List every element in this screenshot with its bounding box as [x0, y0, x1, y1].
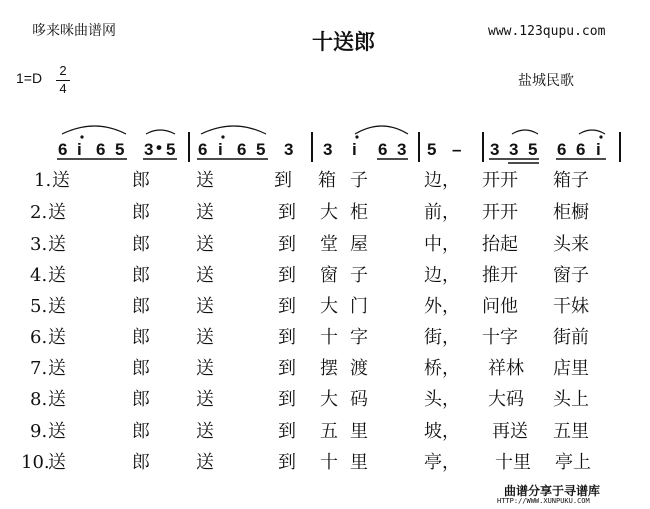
lyric-word: 头来	[553, 234, 589, 255]
verse-number: 1.	[34, 170, 52, 191]
note: 6	[557, 140, 567, 159]
lyric-word: 大	[320, 202, 338, 223]
slur-arc	[62, 126, 126, 134]
octave-dot	[221, 135, 224, 138]
verse-number: 7.	[30, 358, 48, 379]
lyric-word: 送	[196, 358, 214, 379]
note: 6	[237, 140, 247, 159]
note: 5	[115, 140, 125, 159]
lyric-word: 干妹	[553, 296, 589, 317]
lyric-word: 街，	[424, 327, 460, 348]
lyric-word: 推开	[482, 265, 518, 286]
lyric-word: 大	[320, 389, 338, 410]
lyric-word: 到	[278, 327, 296, 348]
lyric-word: 送	[196, 452, 214, 473]
lyric-word: 送	[52, 170, 70, 191]
verse-number: 2.	[30, 202, 48, 223]
lyric-word: 中，	[424, 234, 460, 255]
lyric-word: 抬起	[482, 234, 518, 255]
lyric-word: 头上	[553, 389, 589, 410]
verse-number: 9.	[30, 421, 48, 442]
note: 3	[144, 140, 154, 159]
lyric-word: 郎	[132, 358, 150, 379]
lyric-word: 大码	[488, 389, 524, 410]
lyric-word: 店里	[553, 358, 589, 379]
lyric-word: 码	[350, 389, 368, 410]
note: 3	[490, 140, 500, 159]
verse-number: 4.	[30, 265, 48, 286]
lyric-word: 郎	[132, 265, 150, 286]
lyric-word: 字	[350, 327, 368, 348]
lyric-word: 开开	[482, 170, 518, 191]
lyric-word: 送	[48, 234, 66, 255]
verse-number: 6.	[30, 327, 48, 348]
lyric-word: 送	[48, 296, 66, 317]
lyric-word: 送	[48, 389, 66, 410]
octave-dot	[80, 135, 83, 138]
lyric-word: 送	[196, 389, 214, 410]
note: 5	[427, 140, 437, 159]
footer-url[interactable]: HTTP://WWW.XUNPUKU.COM	[497, 497, 590, 505]
lyric-word: 送	[196, 296, 214, 317]
note: i	[352, 140, 357, 159]
slur-arc	[512, 130, 538, 134]
notation-staff	[0, 0, 650, 175]
note: i	[77, 140, 82, 159]
lyric-word: 五	[320, 421, 338, 442]
note: 3	[397, 140, 407, 159]
slur-arc	[355, 126, 408, 134]
octave-dot	[355, 135, 358, 138]
lyric-word: 郎	[132, 452, 150, 473]
note: 5	[166, 140, 176, 159]
lyric-word: 堂	[320, 234, 338, 255]
lyric-word: 大	[320, 296, 338, 317]
lyric-word: 渡	[350, 358, 368, 379]
lyric-word: 摆	[320, 358, 338, 379]
dot-mark: •	[156, 138, 162, 157]
note: 6	[378, 140, 388, 159]
lyric-word: 亭上	[555, 452, 591, 473]
song-origin: 盐城民歌	[518, 73, 574, 89]
site-url-right[interactable]: www.123qupu.com	[488, 24, 606, 39]
note: 5	[528, 140, 538, 159]
footer-watermark: 曲谱分享于寻谱库	[504, 484, 601, 498]
lyric-word: 送	[48, 202, 66, 223]
lyric-word: 十字	[482, 327, 518, 348]
lyric-word: 到	[278, 296, 296, 317]
lyric-word: 到	[278, 265, 296, 286]
lyric-word: 到	[278, 358, 296, 379]
note: i	[596, 140, 601, 159]
verse-number: 3.	[30, 234, 48, 255]
lyric-word: 问他	[482, 296, 518, 317]
lyric-word: 郎	[132, 202, 150, 223]
octave-dot	[599, 135, 602, 138]
lyric-word: 送	[48, 452, 66, 473]
slur-arc	[201, 126, 266, 134]
verse-number: 5.	[30, 296, 48, 317]
lyric-word: 五里	[553, 421, 589, 442]
lyric-word: 再送	[492, 421, 528, 442]
lyric-word: 送	[196, 327, 214, 348]
lyric-word: 祥林	[488, 358, 524, 379]
dash-mark: –	[452, 140, 462, 159]
lyric-word: 边，	[424, 170, 460, 191]
note: 6	[576, 140, 586, 159]
lyric-word: 到	[278, 202, 296, 223]
lyric-word: 窗	[320, 265, 338, 286]
site-name-left: 哆来咪曲谱网	[32, 23, 116, 39]
lyric-word: 开开	[482, 202, 518, 223]
lyric-word: 送	[48, 327, 66, 348]
lyric-word: 子	[350, 265, 368, 286]
lyric-word: 郎	[132, 296, 150, 317]
lyric-word: 到	[278, 452, 296, 473]
lyric-word: 郎	[132, 327, 150, 348]
note: 3	[509, 140, 519, 159]
lyric-word: 边，	[424, 265, 460, 286]
note: 6	[198, 140, 208, 159]
lyric-word: 送	[48, 358, 66, 379]
key-signature: 1=D	[16, 70, 43, 86]
time-signature-top: 2	[59, 63, 67, 78]
lyric-word: 坡，	[424, 421, 460, 442]
lyric-word: 箱	[318, 170, 336, 191]
lyric-word: 送	[48, 421, 66, 442]
slur-arc	[579, 130, 605, 134]
lyric-word: 里	[350, 421, 368, 442]
lyric-word: 十里	[495, 452, 531, 473]
lyric-word: 头，	[424, 389, 460, 410]
lyric-word: 屋	[350, 234, 368, 255]
lyric-word: 郎	[132, 389, 150, 410]
slur-arc	[146, 130, 175, 134]
song-title: 十送郎	[312, 29, 375, 54]
lyric-word: 柜橱	[553, 202, 589, 223]
lyric-word: 郎	[132, 421, 150, 442]
lyric-word: 窗子	[553, 265, 589, 286]
lyric-word: 送	[196, 265, 214, 286]
note: 5	[256, 140, 266, 159]
verse-number: 10.	[21, 452, 50, 473]
lyric-word: 子	[350, 170, 368, 191]
lyric-word: 送	[196, 202, 214, 223]
note: 6	[58, 140, 68, 159]
lyric-word: 十	[320, 452, 338, 473]
time-signature-bottom: 4	[59, 81, 67, 96]
note: 6	[96, 140, 106, 159]
lyric-word: 到	[278, 421, 296, 442]
lyric-word: 送	[196, 234, 214, 255]
lyric-word: 门	[350, 296, 368, 317]
note: 3	[284, 140, 294, 159]
note: i	[218, 140, 223, 159]
note: 3	[323, 140, 333, 159]
lyric-word: 亭，	[424, 452, 460, 473]
lyric-word: 到	[278, 234, 296, 255]
lyric-word: 箱子	[553, 170, 589, 191]
lyric-word: 里	[350, 452, 368, 473]
verse-number: 8.	[30, 389, 48, 410]
lyric-word: 送	[196, 421, 214, 442]
lyric-word: 外，	[424, 296, 460, 317]
lyric-word: 郎	[132, 234, 150, 255]
lyric-word: 到	[274, 170, 292, 191]
lyric-word: 街前	[553, 327, 589, 348]
lyric-word: 到	[278, 389, 296, 410]
lyric-word: 送	[196, 170, 214, 191]
lyric-word: 郎	[132, 170, 150, 191]
lyric-word: 十	[320, 327, 338, 348]
lyric-word: 送	[48, 265, 66, 286]
lyric-word: 前，	[424, 202, 460, 223]
lyric-word: 柜	[350, 202, 368, 223]
lyric-word: 桥，	[424, 358, 460, 379]
